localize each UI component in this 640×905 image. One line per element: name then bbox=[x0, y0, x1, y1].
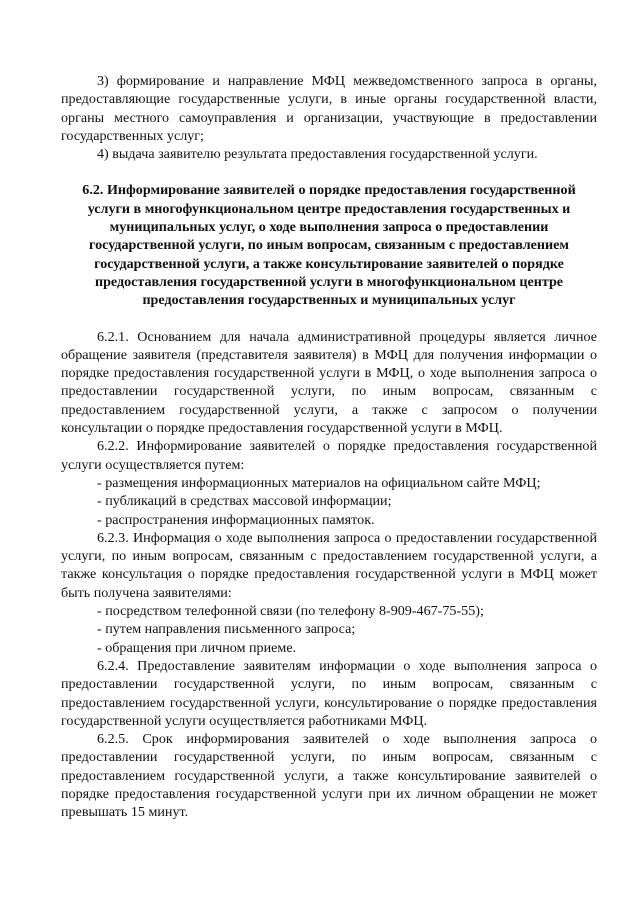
list-item: - посредством телефонной связи (по телефону 8-909-467-75-55); bbox=[97, 603, 484, 620]
document-page bbox=[61, 72, 597, 822]
paragraph-6-2-1: 6.2.1. Основанием для начала административной процедуры является личное обращение заявителя (представителя заявителя) в МФЦ для получения информации о порядке предоставления государственной услуги в МФЦ, о ходе выполнения запроса о предоставлении государственной услуги, по иным вопросам, связанным с предоставлением государственной услуги, а также с запросом о получении консультации о порядке предоставления государственной услуги в МФЦ. bbox=[61, 328, 597, 437]
section-heading: 6.2. Информирование заявителей о порядке предоставления государственной услуги в многофункциональном центре предоставления государственных и муниципальных услуг, о ходе выполнения запроса о предоставлении государственной услуги, по иным вопросам, связанным с предоставлением государственной услуги, а также консультирование заявителей о порядке предоставления государственной услуги в многофункциональном центре предоставления государственных и муниципальных услуг bbox=[82, 182, 576, 309]
list-item: - публикаций в средствах массовой информации; bbox=[97, 493, 392, 510]
list-item: - распространения информационных памяток. bbox=[97, 511, 375, 528]
paragraph-6-2-2: 6.2.2. Информирование заявителей о порядке предоставления государственной услуги осуществляется путем: bbox=[61, 438, 597, 473]
paragraph-6-2-5: 6.2.5. Срок информирования заявителей о ходе выполнения запроса о предоставлении государственной услуги, по иным вопросам, связанным с предоставлением государственной услуги, а также консультирование заявителей о порядке предоставления государственной услуги при их личном обращении не может превышать 15 минут. bbox=[61, 731, 597, 821]
intro-item-4: 4) выдача заявителю результата предоставления государственной услуги. bbox=[97, 146, 538, 163]
paragraph-6-2-3: 6.2.3. Информация о ходе выполнения запроса о предоставлении государственной услуги, по иным вопросам, связанным с предоставлением государственной услуги, а также консультация о порядке предоставления государственной услуги в МФЦ может быть получена заявителями: bbox=[61, 529, 597, 601]
list-item: - обращения при личном приеме. bbox=[97, 639, 297, 656]
list-item: - размещения информационных материалов на официальном сайте МФЦ; bbox=[97, 474, 541, 491]
list-item: - путем направления письменного запроса; bbox=[97, 621, 356, 638]
paragraph-6-2-4: 6.2.4. Предоставление заявителям информации о ходе выполнения запроса о предоставлении государственной услуги, по иным вопросам, связанным с предоставлением государственной услуги, консультирование о порядке предоставления государственной услуги осуществляется работниками МФЦ. bbox=[61, 657, 597, 729]
intro-item-3: 3) формирование и направление МФЦ межведомственного запроса в органы, предоставляющие государственные услуги, в иные органы государственной власти, органы местного самоуправления и организации, участвующие в предоставлении государственных услуг; bbox=[61, 73, 597, 144]
